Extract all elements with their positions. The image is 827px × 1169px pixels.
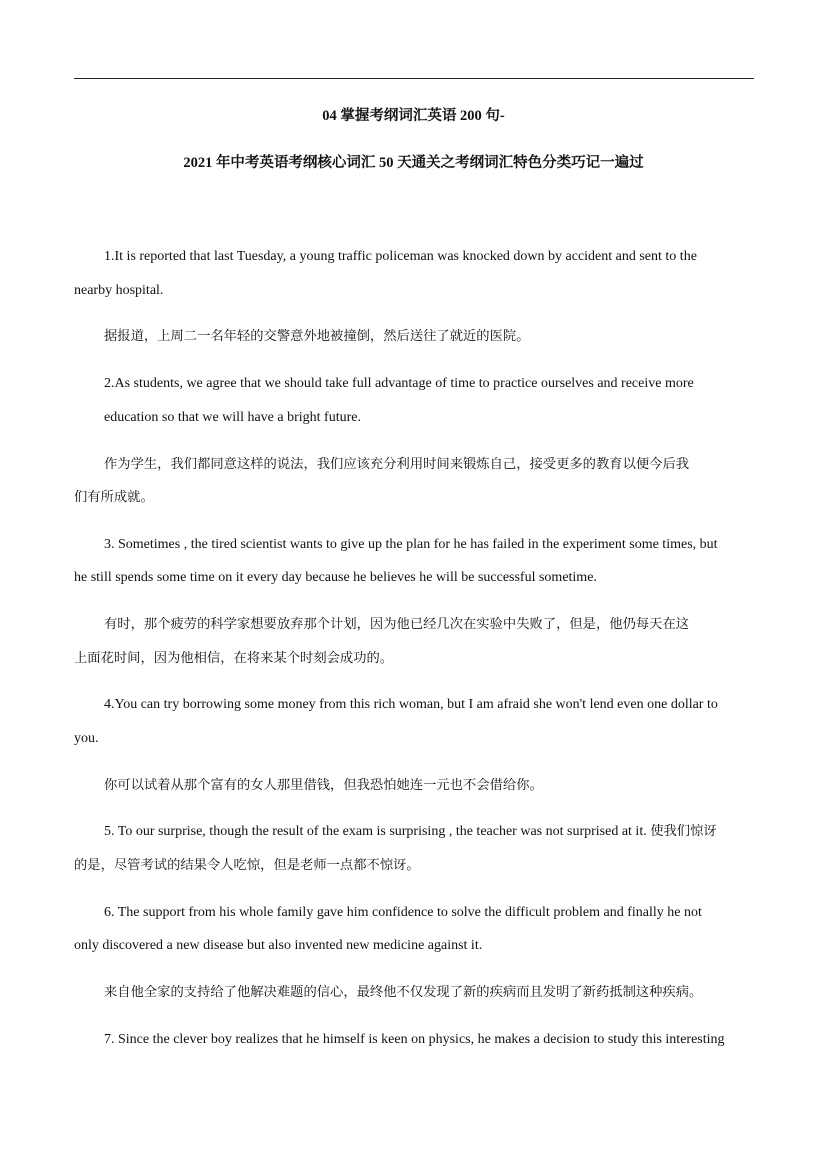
sentence-3-zh-line-2: 上面花时间，因为他相信，在将来某个时刻会成功的。 bbox=[74, 651, 394, 666]
sentence-2-en-line-1: 2.As students, we agree that we should take full advantage of time to practice ourselves and receive more bbox=[104, 376, 694, 391]
sentence-1-en-line-2: nearby hospital. bbox=[74, 283, 164, 298]
sentence-2-zh-line-1: 作为学生，我们都同意这样的说法，我们应该充分利用时间来锻炼自己，接受更多的教育以便今后我 bbox=[104, 457, 690, 472]
header-rule bbox=[74, 78, 754, 79]
sentence-1-zh-line-1: 据报道，上周二一名年轻的交警意外地被撞倒，然后送往了就近的医院。 bbox=[104, 329, 530, 344]
sentence-7-en-line-1: 7. Since the clever boy realizes that he himself is keen on physics, he makes a decision to study this interesting bbox=[104, 1032, 725, 1047]
sentence-5-en: 5. To our surprise, though the result of the exam is surprising , the teacher was not surprised at it. bbox=[104, 824, 647, 839]
sentence-5-zh-line-2: 的是，尽管考试的结果令人吃惊，但是老师一点都不惊讶。 bbox=[74, 858, 420, 873]
sentence-5-zh-start: 使我们惊讶 bbox=[650, 824, 717, 839]
sentence-5-line-1 bbox=[104, 823, 717, 841]
sentence-6-en-line-2: only discovered a new disease but also invented new medicine against it. bbox=[74, 938, 483, 953]
sentence-4-en-line-2: you. bbox=[74, 731, 99, 746]
sentence-4-zh-line-1: 你可以试着从那个富有的女人那里借钱，但我恐怕她连一元也不会借给你。 bbox=[104, 778, 543, 793]
page-subtitle: 2021 年中考英语考纲核心词汇 50 天通关之考纲词汇特色分类巧记一遍过 bbox=[183, 155, 644, 171]
sentence-3-zh-line-1: 有时，那个疲劳的科学家想要放弃那个计划，因为他已经几次在实验中失败了，但是，他仍每天在这 bbox=[104, 617, 690, 632]
sentence-6-en-line-1: 6. The support from his whole family gave him confidence to solve the difficult problem and finally he not bbox=[104, 905, 702, 920]
sentence-1-en-line-1: 1.It is reported that last Tuesday, a young traffic policeman was knocked down by accident and sent to the bbox=[104, 249, 697, 264]
sentence-2-zh-line-2: 们有所成就。 bbox=[74, 490, 154, 505]
sentence-4-en-line-1: 4.You can try borrowing some money from this rich woman, but I am afraid she won't lend even one dollar to bbox=[104, 697, 718, 712]
sentence-2-en-line-2: education so that we will have a bright future. bbox=[104, 410, 361, 425]
sentence-6-zh-line-1: 来自他全家的支持给了他解决难题的信心，最终他不仅发现了新的疾病而且发明了新药抵制这种疾病。 bbox=[104, 985, 703, 1000]
sentence-3-en-line-1: 3. Sometimes , the tired scientist wants to give up the plan for he has failed in the experiment some times, but bbox=[104, 537, 718, 552]
sentence-3-en-line-2: he still spends some time on it every day because he believes he will be successful sometime. bbox=[74, 570, 597, 585]
page-title: 04 掌握考纲词汇英语 200 句- bbox=[322, 108, 505, 124]
